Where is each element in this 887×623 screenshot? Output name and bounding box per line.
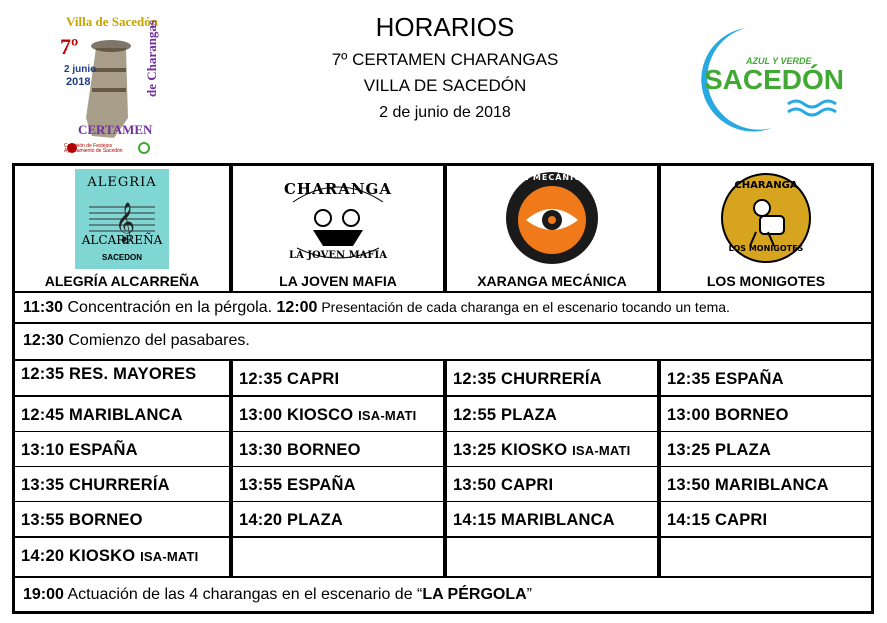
schedule-entry: 13:00 KIOSCO bbox=[239, 406, 354, 424]
page-place: VILLA DE SACEDÓN bbox=[363, 76, 527, 95]
joven-mafia-logo-top: CHARANGA bbox=[283, 180, 392, 198]
final-time: 19:00 bbox=[23, 586, 64, 603]
band-name-monigotes: LOS MONIGOTES bbox=[706, 273, 826, 289]
page-subtitle: 7º CERTAMEN CHARANGAS bbox=[331, 50, 559, 69]
schedule-cell bbox=[447, 361, 657, 395]
row-final bbox=[15, 578, 871, 611]
schedule-entry: 13:00 BORNEO bbox=[667, 406, 789, 424]
band-name-mecanica: XARANGA MECÁNICA bbox=[477, 273, 627, 289]
schedule-cell bbox=[233, 467, 443, 501]
schedule-cell bbox=[15, 538, 229, 576]
band-name-joven-mafia: LA JOVEN MAFIA bbox=[279, 273, 397, 289]
schedule-entry: 13:50 MARIBLANCA bbox=[667, 476, 829, 494]
schedule-entry: 12:35 ESPAÑA bbox=[667, 370, 784, 388]
schedule-cell bbox=[15, 361, 229, 395]
row2-text: Comienzo del pasabares. bbox=[63, 332, 250, 349]
schedule-entry: 13:50 CAPRI bbox=[453, 476, 554, 494]
schedule-cell bbox=[15, 467, 229, 501]
schedule-entry: 12:45 MARIBLANCA bbox=[21, 406, 183, 424]
final-close: ” bbox=[526, 586, 532, 603]
schedule-table bbox=[12, 163, 874, 614]
page-title: HORARIOS bbox=[375, 12, 515, 42]
mecanica-logo bbox=[504, 170, 600, 266]
poster-year: 2018 bbox=[66, 76, 91, 88]
row1-text2: Presentación de cada charanga en el escenario tocando un tema. bbox=[317, 299, 730, 315]
row-concentracion bbox=[15, 293, 871, 322]
schedule-cell bbox=[233, 432, 443, 466]
joven-mafia-logo-bottom: LA JOVEN MAFIA bbox=[289, 250, 387, 261]
page-header bbox=[240, 10, 650, 126]
band-header-joven-mafia bbox=[233, 166, 443, 291]
schedule-entry: 13:25 KIOSKO bbox=[453, 441, 568, 459]
schedule-cell bbox=[447, 467, 657, 501]
row2-time: 12:30 bbox=[23, 332, 64, 349]
monigotes-logo-top: CHARANGA bbox=[734, 180, 798, 191]
mecanica-logo-text: LA MECÁNICA bbox=[515, 173, 589, 182]
schedule-entry: 12:35 CAPRI bbox=[239, 370, 340, 388]
alegria-logo-top: ALEGRIA bbox=[87, 175, 157, 190]
schedule-entry: 13:55 ESPAÑA bbox=[239, 476, 356, 494]
poster-bottom: CERTAMEN bbox=[78, 122, 153, 137]
schedule-cell bbox=[661, 502, 871, 536]
poster-vertical-text: de Charangas bbox=[144, 20, 159, 97]
schedule-entry: 12:55 PLAZA bbox=[453, 406, 557, 424]
schedule-cell bbox=[233, 538, 443, 576]
row1-time1: 11:30 bbox=[23, 299, 64, 316]
schedule-cell bbox=[233, 397, 443, 431]
schedule-entry-suffix: ISA-MATI bbox=[572, 443, 631, 458]
row1-text1: Concentración en la pérgola. bbox=[63, 299, 277, 316]
band-header-mecanica bbox=[447, 166, 657, 291]
joven-mafia-logo bbox=[283, 172, 393, 268]
poster-small-text: Comisión de Festejos Ayuntamiento de Sacedón bbox=[64, 143, 123, 154]
sacedon-wordmark: SACEDÓN bbox=[704, 64, 845, 95]
schedule-cell bbox=[447, 432, 657, 466]
schedule-entry: 13:30 BORNEO bbox=[239, 441, 361, 459]
schedule-cell bbox=[661, 538, 871, 576]
schedule-cell bbox=[661, 432, 871, 466]
schedule-cell bbox=[447, 502, 657, 536]
poster-edition: 7º bbox=[60, 34, 79, 59]
row-pasabares bbox=[15, 324, 871, 359]
monigotes-logo-bottom: LOS MONIGOTES bbox=[728, 244, 804, 253]
final-place: LA PÉRGOLA bbox=[422, 586, 527, 603]
clockwork-eye-icon bbox=[504, 170, 600, 266]
schedule-cell bbox=[661, 397, 871, 431]
schedule-cell bbox=[15, 432, 229, 466]
schedule-entry: 13:55 BORNEO bbox=[21, 511, 143, 529]
schedule-entry-suffix: ISA-MATI bbox=[358, 408, 417, 423]
monigotes-logo bbox=[720, 172, 812, 264]
schedule-entry: 13:10 ESPAÑA bbox=[21, 441, 138, 459]
page-date: 2 de junio de 2018 bbox=[379, 104, 511, 121]
schedule-cell bbox=[447, 397, 657, 431]
band-name-alegria: ALEGRÍA ALCARREÑA bbox=[44, 273, 200, 289]
alegria-logo-bottom: SACEDON bbox=[101, 253, 142, 262]
schedule-entry: 13:25 PLAZA bbox=[667, 441, 771, 459]
schedule-cell bbox=[661, 467, 871, 501]
schedule-entry: 13:35 CHURRERÍA bbox=[21, 476, 170, 494]
alegria-logo-mid: ALCARREÑA bbox=[81, 233, 163, 247]
sacedon-logo bbox=[660, 20, 850, 140]
schedule-cell bbox=[233, 502, 443, 536]
schedule-entry: 14:20 KIOSKO bbox=[21, 547, 136, 565]
svg-text:𝄞: 𝄞 bbox=[115, 202, 136, 242]
schedule-cell bbox=[15, 502, 229, 536]
certamen-poster-logo bbox=[56, 8, 168, 158]
schedule-entry-suffix: ISA-MATI bbox=[140, 549, 199, 564]
schedule-entry: 14:15 CAPRI bbox=[667, 511, 768, 529]
schedule-entry: 14:20 PLAZA bbox=[239, 511, 343, 529]
poster-line1: Villa de Sacedón bbox=[66, 14, 158, 29]
schedule-entry: 14:15 MARIBLANCA bbox=[453, 511, 615, 529]
schedule-entry: 12:35 CHURRERÍA bbox=[453, 370, 602, 388]
schedule-cell bbox=[447, 538, 657, 576]
schedule-cell bbox=[233, 361, 443, 395]
schedule-cell bbox=[661, 361, 871, 395]
final-text: Actuación de las 4 charangas en el escenario de “ bbox=[63, 586, 423, 603]
schedule-entry: 12:35 RES. MAYORES bbox=[21, 365, 197, 383]
row1-time2: 12:00 bbox=[276, 299, 318, 316]
alegria-logo bbox=[75, 169, 169, 269]
band-header-monigotes bbox=[661, 166, 871, 291]
schedule-cell bbox=[15, 397, 229, 431]
poster-date: 2 junio bbox=[64, 64, 97, 75]
sacedon-tagline: AZUL Y VERDE bbox=[746, 56, 812, 66]
band-header-alegria bbox=[15, 166, 229, 291]
